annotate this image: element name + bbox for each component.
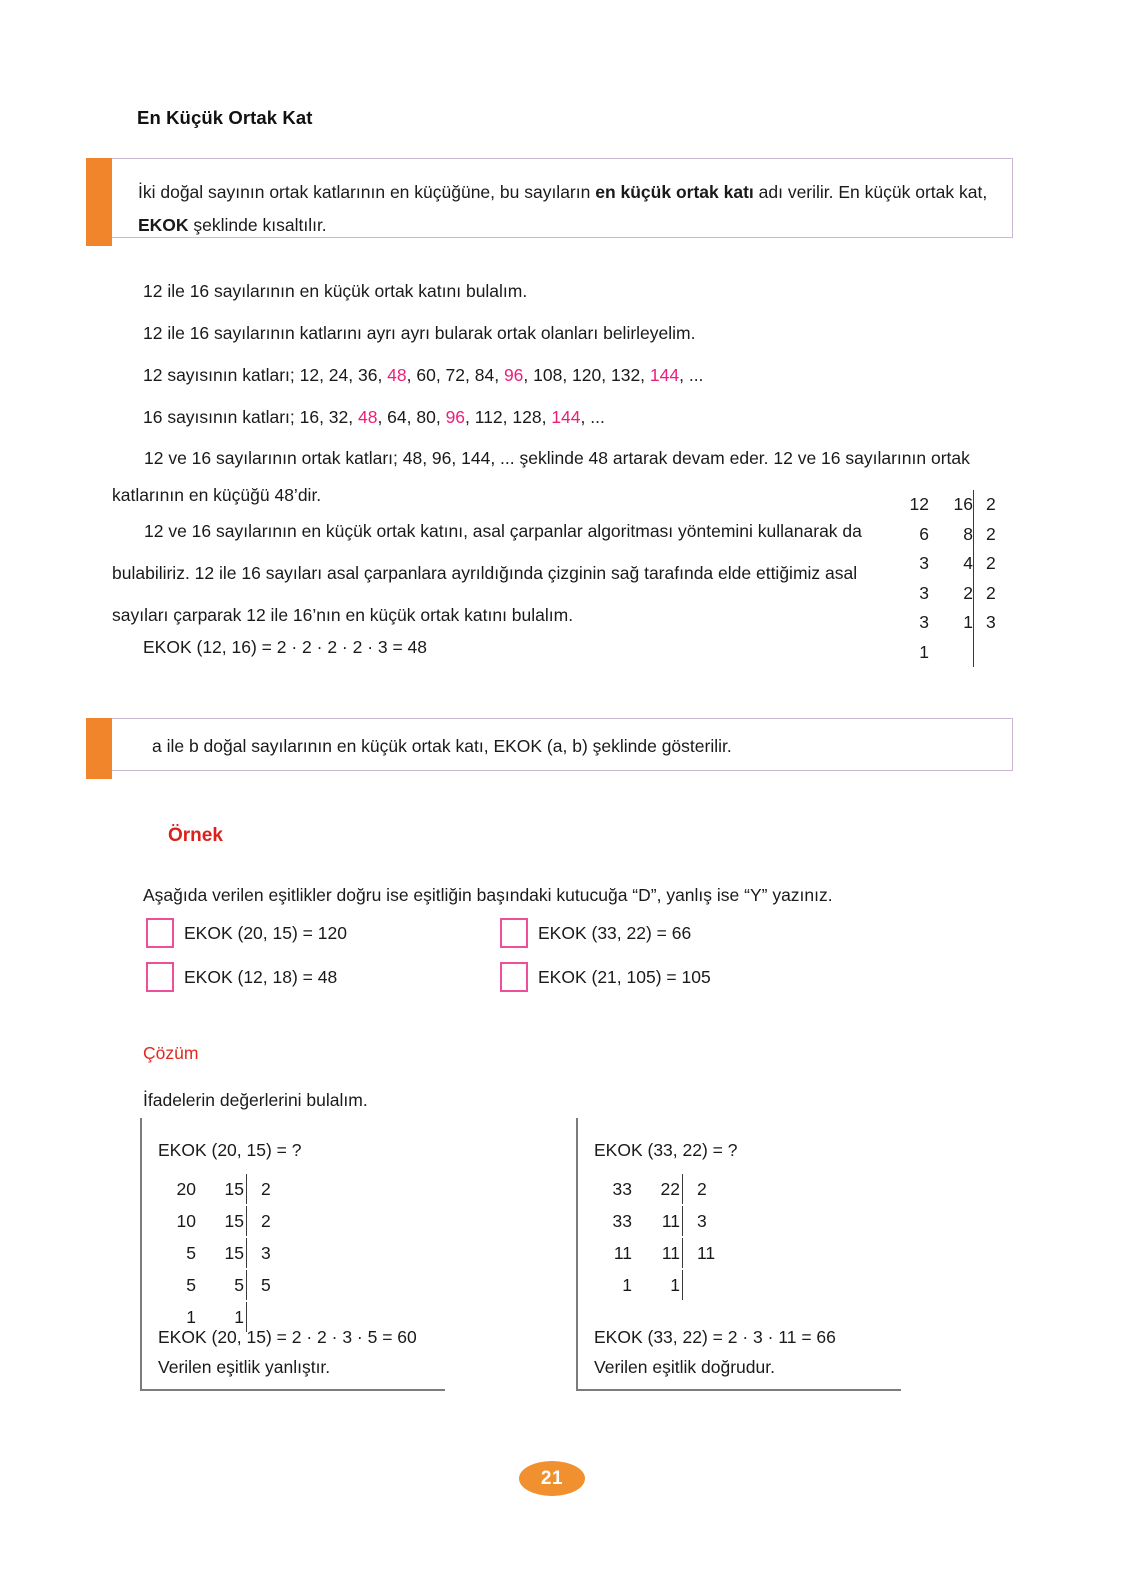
- solution-box-right: [576, 1118, 901, 1391]
- ladder-row: [158, 1270, 271, 1300]
- ladder-table: [592, 1172, 717, 1302]
- ladder-cell-b: 1: [963, 612, 973, 632]
- exercise-item-3[interactable]: [500, 918, 691, 948]
- cozum-heading: Çözüm: [143, 1043, 199, 1063]
- ladder-cell-prime: 2: [246, 1206, 271, 1236]
- multiples-16-mid-1: , 64, 80,: [377, 407, 446, 427]
- ladder-cell-prime: 2: [974, 579, 996, 609]
- ladder-cell-a: 12: [909, 494, 929, 514]
- exercise-label-2: EKOK (12, 18) = 48: [184, 966, 338, 987]
- ladder-cell-b: 22: [660, 1179, 680, 1199]
- ladder-row: [897, 490, 996, 520]
- prime-factorization-ladder-20-15: [156, 1172, 273, 1334]
- ornek-heading: Örnek: [168, 825, 223, 846]
- ladder-cell-a: 33: [612, 1211, 632, 1231]
- ladder-cell-a: 10: [176, 1211, 196, 1231]
- ladder-cell-prime: 2: [974, 520, 996, 550]
- definition-callout-text: [112, 159, 1012, 258]
- ladder-row: [897, 579, 996, 609]
- cozum-prompt: İfadelerin değerlerini bulalım.: [143, 1090, 368, 1110]
- ladder-cell-b: 15: [224, 1211, 244, 1231]
- ladder-cell-a: 6: [919, 523, 929, 544]
- callout-accent-bar: [86, 718, 112, 779]
- ladder-body: [594, 1174, 715, 1300]
- ladder-row: [897, 549, 996, 579]
- definition-bold-term-2: EKOK: [138, 215, 189, 235]
- paragraph-common-multiples: 12 ve 16 sayılarının ortak katları; 48, 96, 144, ... şeklinde 48 artarak devam eder. 12 ve 16 sayılarının ortak katlarının en küçüğü 48’dir.: [112, 448, 970, 505]
- paragraph-1: 12 ile 16 sayılarının en küçük ortak katını bulalım.: [143, 281, 528, 301]
- ladder-cell-prime: 3: [246, 1238, 271, 1268]
- exercise-label-4: EKOK (21, 105) = 105: [538, 966, 711, 987]
- ladder-cell-prime: 5: [246, 1270, 271, 1300]
- checkbox-input-1[interactable]: [146, 918, 174, 948]
- multiples-12-tail: , ...: [679, 365, 704, 385]
- solution-note-left: Verilen eşitlik yanlıştır.: [158, 1357, 331, 1377]
- ladder-row: [594, 1174, 715, 1204]
- prime-factorization-ladder-12-16: [897, 490, 996, 667]
- ladder-cell-a: 3: [919, 612, 929, 632]
- ladder-table: [156, 1172, 273, 1334]
- ladder-row: [158, 1238, 271, 1268]
- ladder-cell-prime: 2: [246, 1174, 271, 1204]
- ladder-cell-a: 1: [919, 641, 929, 662]
- ladder-cell-b: 4: [963, 553, 973, 573]
- multiples-12-highlight-144: 144: [649, 365, 680, 385]
- ladder-cell-a: 20: [176, 1179, 196, 1199]
- ladder-cell-b: [929, 638, 974, 668]
- ladder-cell-a: 5: [186, 1275, 196, 1295]
- ladder-cell-prime: [682, 1270, 715, 1300]
- ladder-cell-b: 15: [224, 1243, 244, 1263]
- notation-callout-text: a ile b doğal sayılarının en küçük ortak katı, EKOK (a, b) şeklinde gösterilir.: [152, 736, 732, 756]
- ladder-cell-prime: 2: [974, 549, 996, 579]
- multiples-16-lead: 16 sayısının katları; 16, 32,: [143, 407, 358, 427]
- ladder-cell-prime: [974, 638, 996, 668]
- ladder-cell-prime: 3: [682, 1206, 715, 1236]
- solution-title-right: EKOK (33, 22) = ?: [594, 1140, 738, 1160]
- multiples-12-lead: 12 sayısının katları; 12, 24, 36,: [143, 365, 388, 385]
- definition-bold-term-1: en küçük ortak katı: [595, 182, 754, 202]
- ladder-row: [897, 638, 996, 668]
- multiples-12-mid-2: , 108, 120, 132,: [523, 365, 650, 385]
- ladder-cell-prime: 2: [682, 1174, 715, 1204]
- ladder-cell-a: 3: [919, 553, 929, 573]
- exercise-label-3: EKOK (33, 22) = 66: [538, 922, 692, 943]
- ladder-cell-b: 15: [224, 1179, 244, 1199]
- ladder-cell-a: 1: [622, 1275, 632, 1295]
- callout-accent-bar: [86, 158, 112, 246]
- exercise-label-1: EKOK (20, 15) = 120: [184, 922, 347, 943]
- definition-text-part-3: şeklinde kısaltılır.: [188, 215, 327, 235]
- solution-box-left: [140, 1118, 445, 1391]
- ornek-prompt: Aşağıda verilen eşitlikler doğru ise eşitliğin başındaki kutucuğa “D”, yanlış ise “Y” yazınız.: [143, 885, 833, 905]
- ladder-cell-b: 1: [234, 1307, 244, 1327]
- page-title: En Küçük Ortak Kat: [137, 107, 313, 128]
- ladder-cell-b: 5: [234, 1275, 244, 1295]
- checkbox-input-2[interactable]: [146, 962, 174, 992]
- exercise-item-1[interactable]: [146, 918, 347, 948]
- paragraph-2: 12 ile 16 sayılarının katlarını ayrı ayrı bularak ortak olanları belirleyelim.: [143, 323, 696, 343]
- page-number-badge: 21: [519, 1461, 585, 1496]
- ladder-body: [158, 1174, 271, 1332]
- ladder-cell-prime: 2: [974, 490, 996, 520]
- ladder-cell-b: 8: [963, 523, 973, 544]
- ladder-cell-a: 5: [186, 1243, 196, 1263]
- multiples-12-highlight-96: 96: [503, 365, 524, 385]
- exercise-item-2[interactable]: [146, 962, 337, 992]
- ladder-table: [897, 490, 996, 667]
- ladder-cell-b: 11: [661, 1211, 680, 1231]
- prime-factorization-ladder-33-22: [592, 1172, 717, 1302]
- solution-result-left: EKOK (20, 15) = 2 · 2 · 3 · 5 = 60: [158, 1327, 417, 1347]
- ladder-cell-a: 1: [186, 1307, 196, 1327]
- multiples-16-highlight-96: 96: [445, 407, 466, 427]
- ladder-cell-b: 2: [963, 582, 973, 603]
- ekok-12-16-result: EKOK (12, 16) = 2 · 2 · 2 · 2 · 3 = 48: [143, 637, 428, 657]
- solution-title-left: EKOK (20, 15) = ?: [158, 1140, 302, 1160]
- checkbox-input-3[interactable]: [500, 918, 528, 948]
- definition-callout: [112, 158, 1013, 238]
- solution-result-right: EKOK (33, 22) = 2 · 3 · 11 = 66: [594, 1327, 836, 1347]
- ladder-cell-a: 3: [919, 582, 929, 603]
- ladder-cell-a: 33: [612, 1179, 632, 1199]
- multiples-16-mid-2: , 112, 128,: [465, 407, 552, 427]
- paragraph-prime-factor-method: 12 ve 16 sayılarının en küçük ortak katını, asal çarpanlar algoritması yöntemini kullanarak da bulabiliriz. 12 ile 16 sayıları asal çarpanlara ayrıldığında çizginin sağ tarafında elde ettiğimiz asal sayıları çarparak 12 ile 16’nın en küçük ortak katını bulalım.: [112, 521, 862, 625]
- paragraph-multiples-of-12: [143, 357, 703, 394]
- ladder-row: [594, 1270, 715, 1300]
- ladder-cell-b: 16: [953, 494, 973, 514]
- ladder-row: [594, 1206, 715, 1236]
- multiples-12-highlight-48: 48: [387, 365, 407, 385]
- ladder-row: [158, 1206, 271, 1236]
- definition-text-part-2: adı verilir. En küçük ortak kat,: [753, 182, 988, 202]
- checkbox-input-4[interactable]: [500, 962, 528, 992]
- paragraph-multiples-of-16: [143, 399, 605, 436]
- ladder-row: [897, 608, 996, 638]
- exercise-item-4[interactable]: [500, 962, 711, 992]
- ladder-body: [897, 490, 996, 667]
- ladder-row: [594, 1238, 715, 1268]
- notation-callout: [112, 718, 1013, 771]
- ladder-cell-prime: 3: [974, 608, 996, 638]
- ladder-cell-a: 11: [613, 1243, 632, 1263]
- multiples-16-highlight-144: 144: [551, 407, 581, 427]
- multiples-16-tail: , ...: [580, 407, 605, 427]
- ladder-cell-b: 11: [661, 1243, 680, 1263]
- ladder-row: [897, 520, 996, 550]
- ladder-row: [158, 1174, 271, 1204]
- definition-text-part-1: İki doğal sayının ortak katlarının en küçüğüne, bu sayıların: [138, 182, 596, 202]
- ladder-cell-b: 1: [670, 1275, 680, 1295]
- multiples-12-mid-1: , 60, 72, 84,: [406, 365, 504, 385]
- solution-note-right: Verilen eşitlik doğrudur.: [594, 1357, 775, 1377]
- multiples-16-highlight-48: 48: [357, 407, 378, 427]
- ladder-cell-prime: 11: [682, 1238, 715, 1268]
